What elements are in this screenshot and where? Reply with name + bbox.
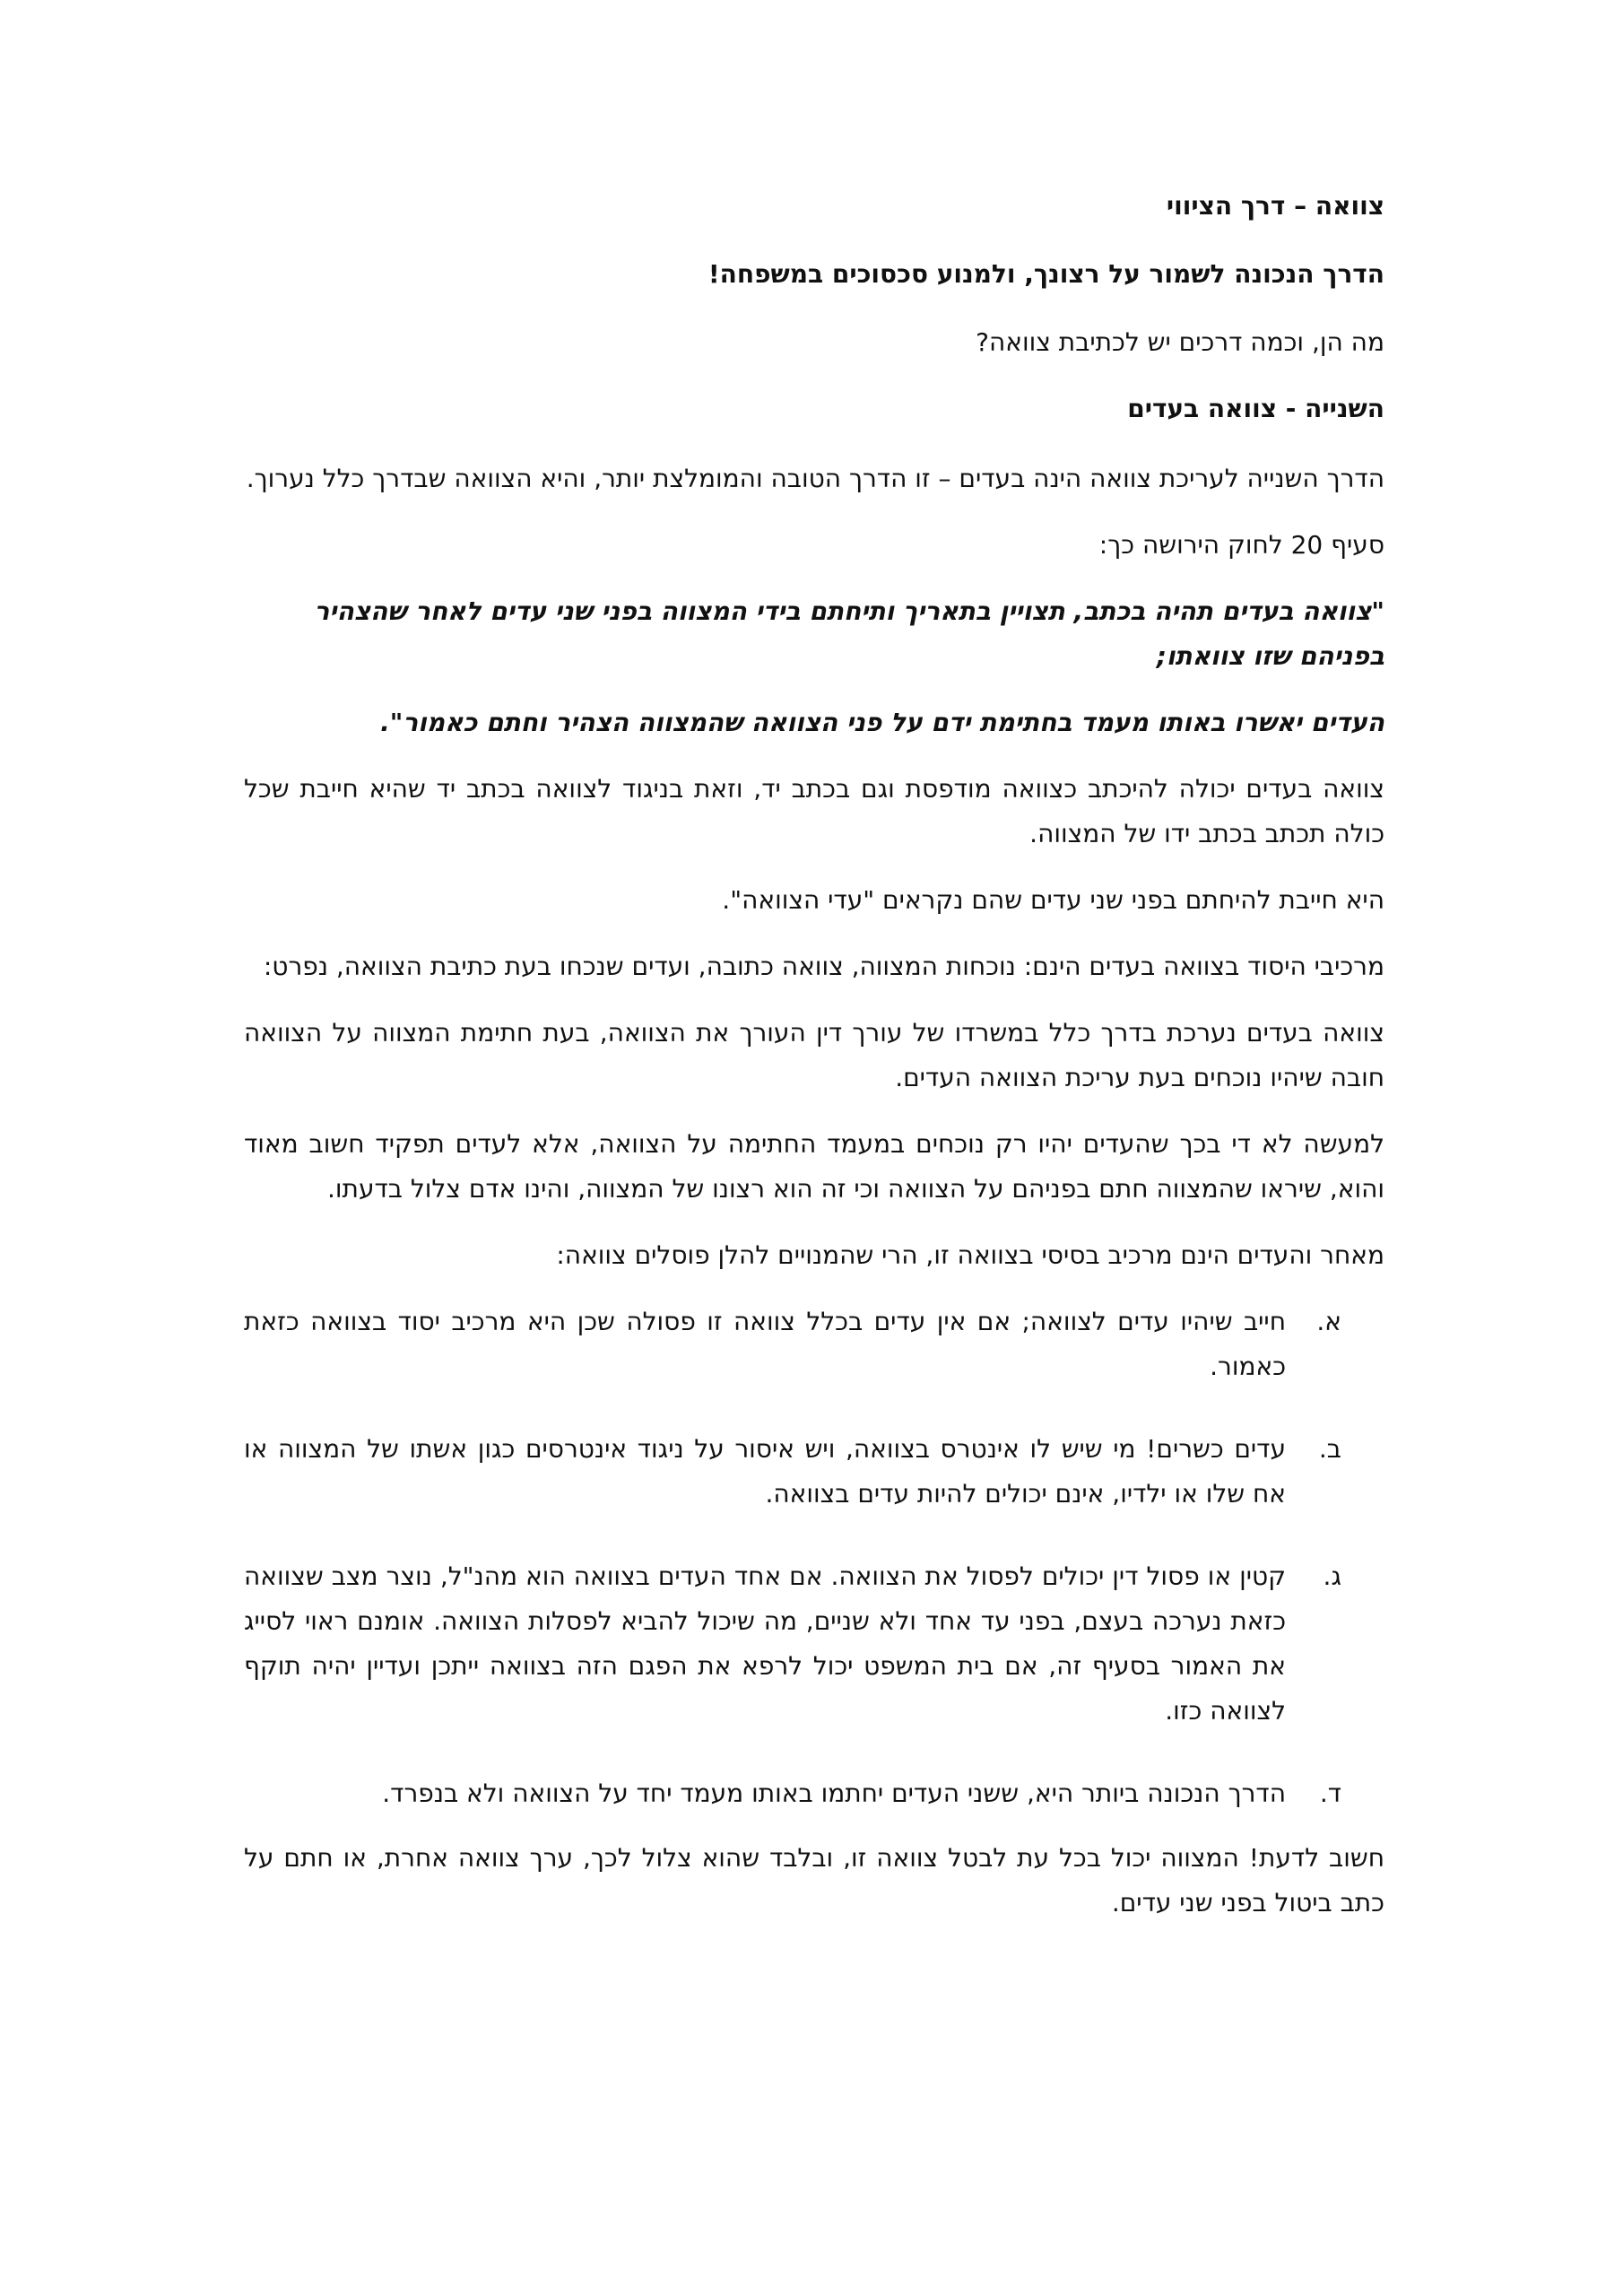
body-paragraph: מרכיבי היסוד בצוואה בעדים הינם: נוכחות המצווה, צוואה כתובה, ועדים שנכחו בעת כתיבת הצוואה, נפרט:	[263, 952, 1384, 981]
body-paragraph: צוואה בעדים נערכת בדרך כלל במשרדו של עורך דין העורך את הצוואה, בעת חתימת המצווה על הצוואה חובה שיהיו נוכחים בעת עריכת הצוואה העדים.	[244, 1018, 1384, 1092]
law-quote-part-2: העדים יאשרו באותו מעמד בחתימת ידם על פני הצוואה שהמצווה הצהיר וחתם כאמור".	[380, 708, 1384, 737]
document-title: צוואה – דרך הציווי	[1166, 191, 1384, 221]
list-item-text: קטין או פסול דין יכולים לפסול את הצוואה. אם אחד העדים בצוואה הוא מהנ"ל, נוצר מצב שצוואה כזאת נערכה בעצם, בפני עד אחד ולא שניים, מה שיכול להביא לפסלות הצוואה. אומנם ראוי לסייג את האמור בסעיף זה, אם בית המשפט יכול לרפא את הפגם הזה בצוואה ייתכן ועדיין יהיה תוקף לצוואה כזו.	[244, 1561, 1286, 1726]
list-item-text: חייב שיהיו עדים לצוואה; אם אין עדים בכלל צוואה זו פסולה שכן היא מרכיב יסוד בצוואה כזאת כאמור.	[244, 1307, 1286, 1381]
intro-paragraph: הדרך השנייה לעריכת צוואה הינה בעדים – זו הדרך הטובה והמומלצת יותר, והיא הצוואה שבדרך כלל נערוך.	[246, 464, 1384, 493]
list-item	[244, 1771, 1384, 1816]
list-item-marker: א.	[1316, 1307, 1341, 1336]
body-paragraph: למעשה לא די בכך שהעדים יהיו רק נוכחים במעמד החתימה על הצוואה, אלא לעדים תפקיד חשוב מאוד והוא, שיראו שהמצווה חתם בפניהם על הצוואה וכי זה הוא רצונו של המצווה, והינו אדם צלול בדעתו.	[244, 1129, 1384, 1204]
list-item	[244, 1427, 1384, 1517]
body-paragraph: היא חייבת להיחתם בפני שני עדים שהם נקראים "עדי הצוואה".	[722, 885, 1384, 915]
law-quote-part-1: "צוואה בעדים תהיה בכתב, תצויין בתאריך ותיחתם בידי המצווה בפני שני עדים לאחר שהצהיר בפניהם שזו צוואתו;	[314, 596, 1384, 671]
law-reference-paragraph: סעיף 20 לחוק הירושה כך:	[1098, 530, 1384, 560]
list-item-marker: ג.	[1323, 1561, 1341, 1591]
disqualification-list	[244, 1300, 1384, 1816]
list-item-marker: ד.	[1319, 1779, 1341, 1808]
list-item	[244, 1300, 1384, 1389]
section-heading: השנייה - צוואה בעדים	[1127, 394, 1384, 423]
body-paragraph: מאחר והעדים הינם מרכיב בסיסי בצוואה זו, הרי שהמנויים להלן פוסלים צוואה:	[556, 1240, 1384, 1270]
body-paragraph: צוואה בעדים יכולה להיכתב כצוואה מודפסת וגם בכתב יד, וזאת בניגוד לצוואה בכתב יד שהיא חייבת שכל כולה תכתב בכתב ידו של המצווה.	[244, 774, 1384, 848]
document-subtitle: הדרך הנכונה לשמור על רצונך, ולמנוע סכסוכים במשפחה!	[707, 259, 1384, 289]
list-item-text: עדים כשרים! מי שיש לו אינטרס בצוואה, ויש איסור על ניגוד אינטרסים כגון אשתו של המצווה או אח שלו או ילדיו, אינם יכולים להיות עדים בצוואה.	[244, 1434, 1286, 1509]
list-item	[244, 1554, 1384, 1734]
list-item-marker: ב.	[1318, 1434, 1341, 1464]
question-paragraph: מה הן, וכמה דרכים יש לכתיבת צוואה?	[976, 327, 1384, 357]
list-item-text: הדרך הנכונה ביותר היא, ששני העדים יחתמו באותו מעמד יחד על הצוואה ולא בנפרד.	[382, 1779, 1286, 1808]
document-page	[244, 184, 1384, 1947]
closing-paragraph: חשוב לדעת! המצווה יכול בכל עת לבטל צוואה זו, ובלבד שהוא צלול לכך, ערך צוואה אחרת, או חתם על כתב ביטול בפני שני עדים.	[244, 1843, 1384, 1918]
